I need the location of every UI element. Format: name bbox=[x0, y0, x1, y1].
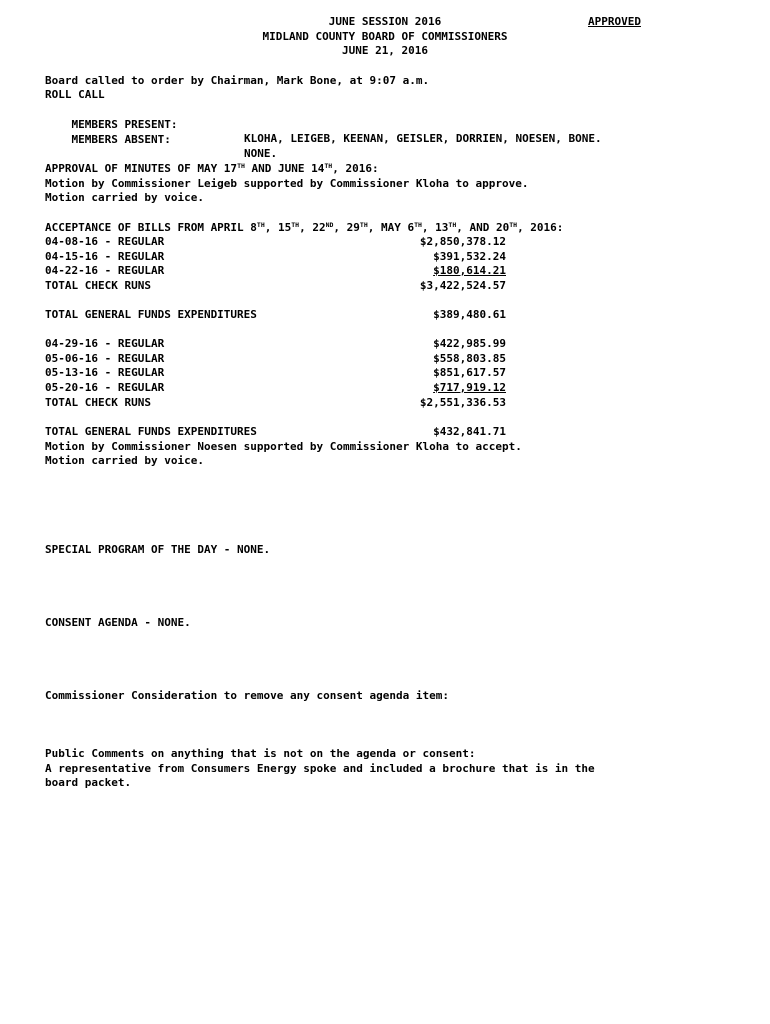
bill-label: 05-06-16 - REGULAR bbox=[45, 352, 165, 365]
members-absent-label: MEMBERS ABSENT: bbox=[71, 132, 171, 146]
meeting-date: JUNE 21, 2016 bbox=[341, 44, 429, 57]
members-absent-row bbox=[45, 118, 278, 161]
ordinal-suffix: TH bbox=[256, 221, 265, 229]
bill-amount: $180,614.21 bbox=[433, 264, 506, 277]
ordinal-suffix: TH bbox=[414, 221, 422, 229]
bill-label: 05-20-16 - REGULAR bbox=[45, 381, 165, 394]
special-program: SPECIAL PROGRAM OF THE DAY - NONE. bbox=[45, 543, 271, 556]
minutes-title bbox=[45, 162, 379, 177]
ordinal-suffix: TH bbox=[448, 221, 457, 229]
ordinal-suffix: TH bbox=[359, 221, 368, 229]
bill-label: 04-08-16 - REGULAR bbox=[45, 235, 165, 248]
public-comments-line: A representative from Consumers Energy spoke and included a brochure that is in the bbox=[45, 762, 595, 775]
bills-title-part: , MAY 6 bbox=[367, 221, 415, 234]
bills-title-part: , 15 bbox=[264, 221, 292, 234]
public-comments-line: board packet. bbox=[45, 776, 132, 789]
total-check-runs-label: TOTAL CHECK RUNS bbox=[45, 279, 151, 292]
bills-title bbox=[45, 221, 563, 236]
ordinal-suffix: TH bbox=[324, 162, 333, 170]
bills-title-part: , 22 bbox=[299, 221, 326, 234]
bills-title-part: , AND 20 bbox=[456, 221, 510, 234]
minutes-title-part: AND JUNE 14 bbox=[244, 162, 325, 175]
ordinal-suffix: TH bbox=[291, 221, 300, 229]
ordinal-suffix: ND bbox=[325, 221, 334, 229]
members-absent-value: NONE. bbox=[244, 147, 278, 161]
ordinal-suffix: TH bbox=[237, 162, 245, 170]
bill-amount: $558,803.85 bbox=[433, 352, 506, 365]
consent-agenda: CONSENT AGENDA - NONE. bbox=[45, 616, 191, 629]
general-funds-label: TOTAL GENERAL FUNDS EXPENDITURES bbox=[45, 308, 257, 321]
bills-motion: Motion by Commissioner Noesen supported by Commissioner Kloha to accept. bbox=[45, 440, 522, 453]
bill-amount: $391,532.24 bbox=[433, 250, 506, 263]
general-funds-amount: $432,841.71 bbox=[433, 425, 506, 438]
bills-carried: Motion carried by voice. bbox=[45, 454, 204, 467]
bill-amount: $717,919.12 bbox=[433, 381, 506, 394]
bill-amount: $422,985.99 bbox=[433, 337, 506, 350]
roll-call-title: ROLL CALL bbox=[45, 88, 105, 101]
members-present-label: MEMBERS PRESENT: bbox=[71, 117, 178, 131]
bills-title-part: ACCEPTANCE OF BILLS FROM APRIL 8 bbox=[45, 221, 257, 234]
bills-title-part: , 29 bbox=[333, 221, 360, 234]
bill-label: 04-29-16 - REGULAR bbox=[45, 337, 165, 350]
general-funds-amount: $389,480.61 bbox=[433, 308, 506, 321]
bill-label: 05-13-16 - REGULAR bbox=[45, 366, 165, 379]
call-to-order: Board called to order by Chairman, Mark Bone, at 9:07 a.m. bbox=[45, 74, 430, 87]
bills-title-part: , 2016: bbox=[517, 221, 564, 234]
public-comments-title: Public Comments on anything that is not on the agenda or consent: bbox=[45, 747, 476, 760]
commissioner-consideration: Commissioner Consideration to remove any consent agenda item: bbox=[45, 689, 449, 702]
total-check-runs-label: TOTAL CHECK RUNS bbox=[45, 396, 151, 409]
bill-label: 04-15-16 - REGULAR bbox=[45, 250, 165, 263]
bills-title-part: , 13 bbox=[421, 221, 449, 234]
approved-status: APPROVED bbox=[588, 15, 641, 28]
total-check-runs-amount: $3,422,524.57 bbox=[419, 279, 506, 292]
members-present-value: KLOHA, LEIGEB, KEENAN, GEISLER, DORRIEN, NOESEN, BONE. bbox=[244, 132, 602, 146]
bill-amount: $851,617.57 bbox=[433, 366, 506, 379]
minutes-carried: Motion carried by voice. bbox=[45, 191, 204, 204]
ordinal-suffix: TH bbox=[509, 221, 518, 229]
minutes-title-part: APPROVAL OF MINUTES OF MAY 17 bbox=[45, 162, 238, 175]
session-title: JUNE SESSION 2016 bbox=[328, 15, 442, 28]
general-funds-label: TOTAL GENERAL FUNDS EXPENDITURES bbox=[45, 425, 257, 438]
bill-amount: $2,850,378.12 bbox=[419, 235, 506, 248]
bill-label: 04-22-16 - REGULAR bbox=[45, 264, 165, 277]
minutes-motion: Motion by Commissioner Leigeb supported by Commissioner Kloha to approve. bbox=[45, 177, 529, 190]
total-check-runs-amount: $2,551,336.53 bbox=[419, 396, 506, 409]
minutes-title-part: , 2016: bbox=[332, 162, 379, 175]
board-title: MIDLAND COUNTY BOARD OF COMMISSIONERS bbox=[262, 30, 508, 43]
